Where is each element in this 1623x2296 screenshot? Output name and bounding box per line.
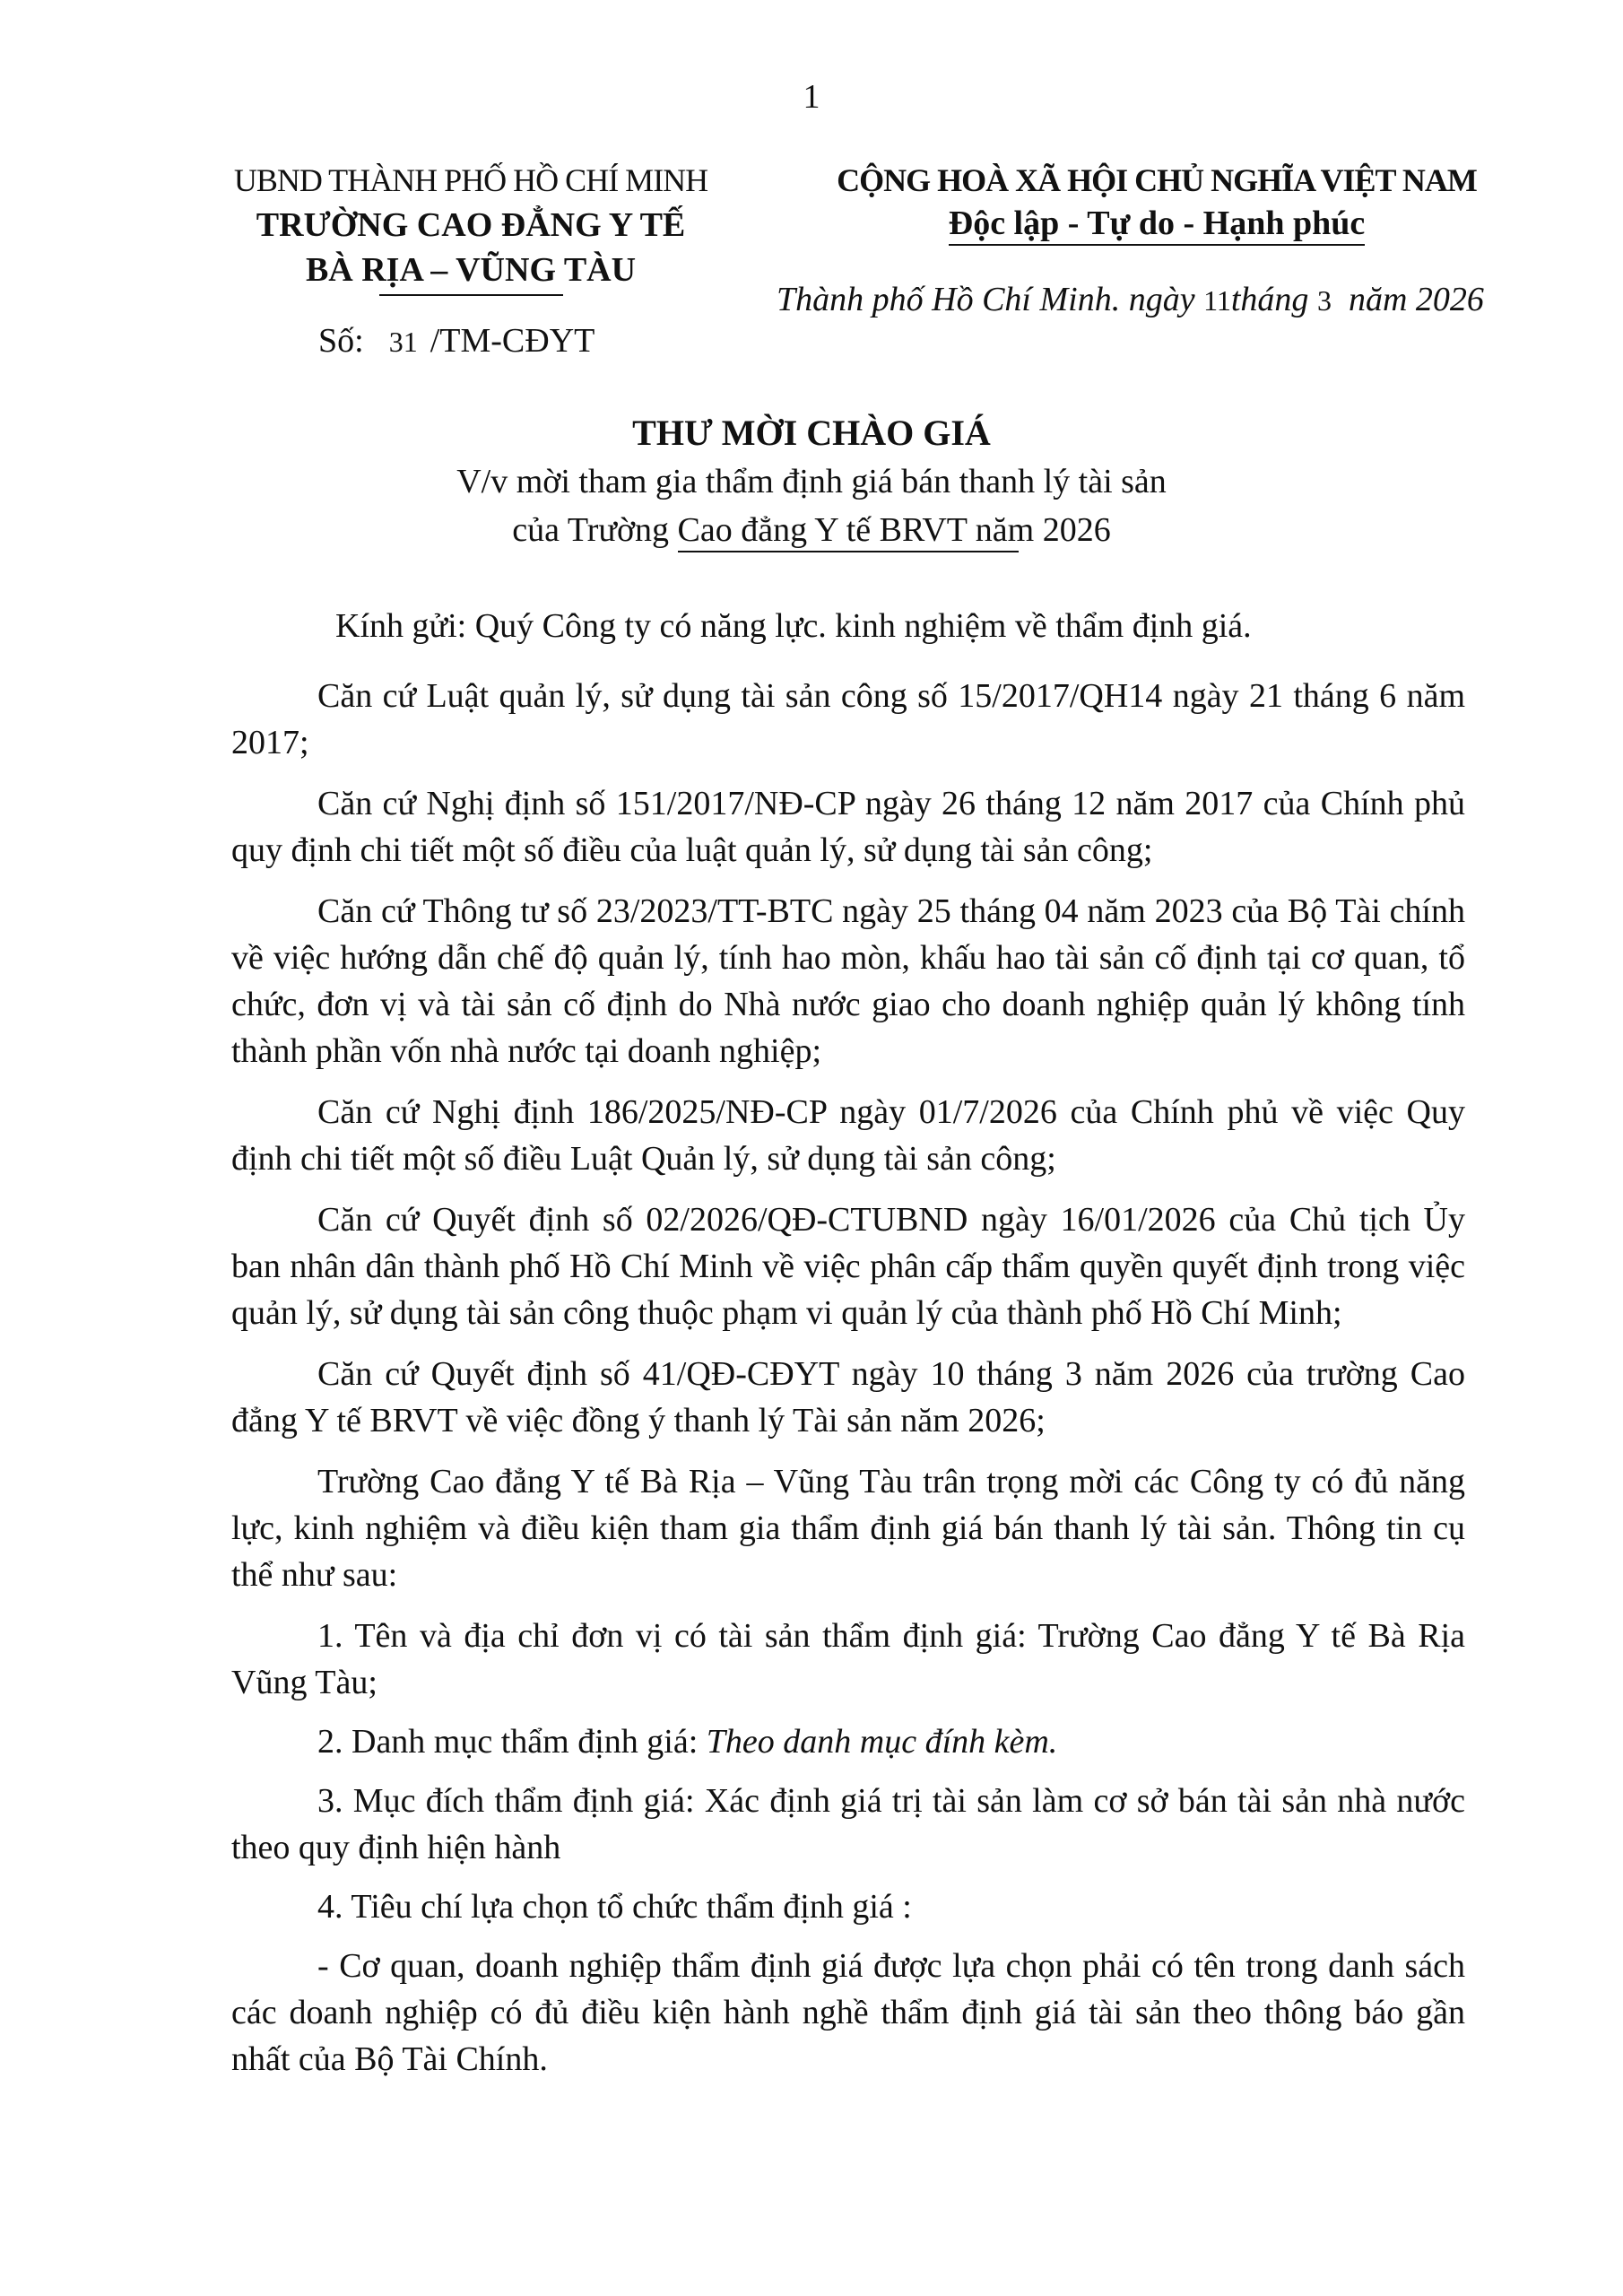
date-day: 11 [1203, 284, 1231, 317]
salutation: Kính gửi: Quý Công ty có năng lực. kinh nghiệm về thẩm định giá. [335, 607, 1252, 645]
document-subject-line2: của Trường Cao đẳng Y tế BRVT năm 2026 [512, 511, 1111, 549]
list-item-detail: - Cơ quan, doanh nghiệp thẩm định giá được lựa chọn phải có tên trong danh sách các doanh nghiệp có đủ điều kiện hành nghề thẩm định giá tài sản theo thông báo gần nhất của Bộ Tài Chính. [231, 1947, 1465, 2078]
national-title: CỘNG HOÀ XÃ HỘI CHỦ NGHĨA VIỆT NAM [837, 162, 1477, 198]
issuer-name-line2: BÀ RỊA – VŨNG TÀU [305, 251, 637, 289]
list-item: 4. Tiêu chí lựa chọn tổ chức thẩm định giá : [317, 1888, 912, 1926]
document-body [231, 603, 1465, 2097]
legal-basis-paragraph: Căn cứ Nghị định số 151/2017/NĐ-CP ngày 26 tháng 12 năm 2017 của Chính phủ quy định chi tiết một số điều của luật quản lý, sử dụng tài sản công; [231, 785, 1465, 869]
legal-basis-paragraph: Căn cứ Quyết định số 41/QĐ-CĐYT ngày 10 tháng 3 năm 2026 của trường Cao đẳng Y tế BRVT về việc đồng ý thanh lý Tài sản năm 2026; [231, 1355, 1465, 1439]
legal-basis-paragraph: Căn cứ Thông tư số 23/2023/TT-BTC ngày 25 tháng 04 năm 2023 của Bộ Tài chính về việc hướng dẫn chế độ quản lý, tính hao mòn, khấu hao tài sản cố định tại cơ quan, tổ chức, đơn vị và tài sản cố định do Nhà nước giao cho doanh nghiệp quản lý không tính thành phần vốn nhà nước tại doanh nghiệp; [231, 892, 1465, 1070]
document-subject-line1: V/v mời tham gia thẩm định giá bán thanh lý tài sản [456, 463, 1167, 500]
national-motto: Độc lập - Tự do - Hạnh phúc [949, 203, 1366, 246]
date-place-line [777, 280, 1484, 319]
legal-basis-paragraph: Căn cứ Nghị định 186/2025/NĐ-CP ngày 01/7/2026 của Chính phủ về việc Quy định chi tiết một số điều Luật Quản lý, sử dụng tài sản công; [231, 1093, 1465, 1178]
legal-basis-paragraph: Căn cứ Quyết định số 02/2026/QĐ-CTUBND ngày 16/01/2026 của Chủ tịch Ủy ban nhân dân thành phố Hồ Chí Minh về việc phân cấp thẩm quyền quyết định trong việc quản lý, sử dụng tài sản công thuộc phạm vi quản lý của thành phố Hồ Chí Minh; [231, 1201, 1465, 1332]
date-month-label: tháng [1230, 281, 1309, 318]
issuer-name-line1: TRƯỜNG CAO ĐẲNG Y TẾ [256, 206, 686, 244]
document-number-prefix: Số: [318, 322, 364, 360]
document-number-suffix: /TM-CĐYT [430, 322, 595, 360]
date-prefix: Thành phố Hồ Chí Minh. ngày [777, 281, 1195, 318]
issuer-underline [379, 294, 563, 296]
document-number-value: 31 [388, 326, 418, 358]
list-item-value: Theo danh mục đính kèm. [706, 1723, 1058, 1761]
list-item: 1. Tên và địa chỉ đơn vị có tài sản thẩm định giá: Trường Cao đẳng Y tế Bà Rịa Vũng Tàu; [231, 1617, 1465, 1701]
date-month: 3 [1316, 284, 1332, 317]
list-item-label: 2. Danh mục thẩm định giá: [317, 1723, 707, 1761]
document-number [318, 321, 595, 361]
list-item: 3. Mục đích thẩm định giá: Xác định giá trị tài sản làm cơ sở bán tài sản nhà nước theo quy định hiện hành [231, 1782, 1465, 1866]
list-item [231, 1718, 1465, 1765]
legal-basis-paragraph: Căn cứ Luật quản lý, sử dụng tài sản công số 15/2017/QH14 ngày 21 tháng 6 năm 2017; [231, 677, 1465, 761]
document-title-block [0, 409, 1623, 554]
issuer-header [161, 158, 780, 296]
page-number: 1 [803, 78, 820, 116]
title-underline [678, 551, 1019, 552]
date-year: năm 2026 [1348, 281, 1484, 318]
invitation-paragraph: Trường Cao đẳng Y tế Bà Rịa – Vũng Tàu trân trọng mời các Công ty có đủ năng lực, kinh nghiệm và điều kiện tham gia thẩm định giá bán thanh lý tài sản. Thông tin cụ thể như sau: [231, 1463, 1465, 1594]
national-header [789, 158, 1524, 253]
document-title: THƯ MỜI CHÀO GIÁ [632, 413, 991, 453]
issuer-authority: UBND THÀNH PHỐ HỒ CHÍ MINH [233, 162, 708, 198]
